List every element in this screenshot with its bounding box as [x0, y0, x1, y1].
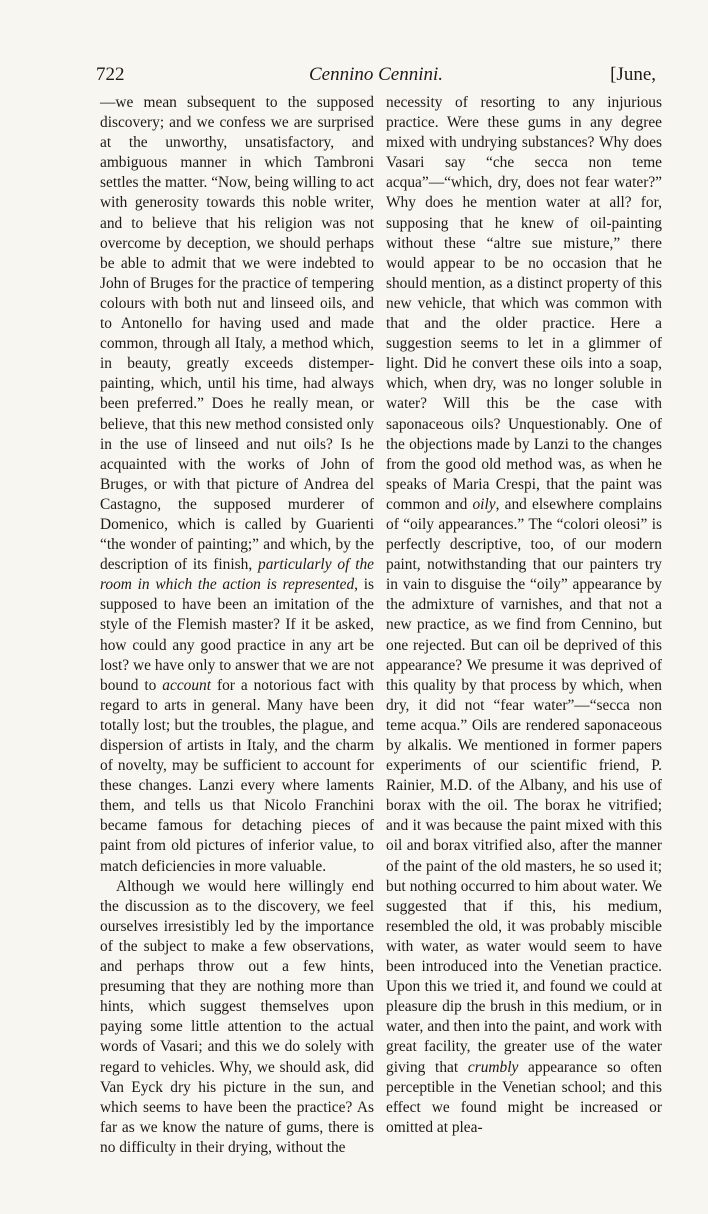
- running-title: Cennino Cennini.: [308, 64, 444, 85]
- page-header: [96, 64, 656, 92]
- paragraph: necessity of resorting to any injurious practice. Were these gums in any degree mixed with undrying substances? Why does Vasari say “che secca non teme acqua”—“which, dry, does not fear water?” Why does he mention water at all? for, supposing that he knew of oil-painting without these “altre sue misture,” there would appear to be no occasion that he should mention, as a distinct property of this new vehicle, that which was common with that and the older practice. Here a suggestion seems to let in a glimmer of light. Did he convert these oils into a soap, which, when dry, was no longer soluble in water? Will this be the case with saponaceous oils? Unquestionably. One of the objections made by Lanzi to the changes from the good old method was, as when he speaks of Maria Crespi, that the paint was common and oily, and elsewhere complains of “oily appearances.” The “colori oleosi” is perfectly descriptive, too, of our modern paint, notwithstanding that our painters try in vain to disguise the “oily” appearance by the admixture of varnishes, and that not a new practice, as we find from Cennino, but one rejected. But can oil be deprived of this appearance? We presume it was deprived of this quality by that process by which, when dry, it did not “fear water”—“secca non teme acqua.” Oils are rendered saponaceous by alkalis. We mentioned in former papers experiments of our scientific friend, P. Rainier, M.D. of the Albany, and his use of borax with the oil. The borax he vitrified; and it was because the paint mixed with this oil and borax vitrified also, after the manner of the paint of the old masters, he so used it; but nothing occurred to him about water. We suggested that if this, his medium, resembled the old, it was probably miscible with water, as water would seem to have been introduced into the Venetian practice. Upon this we tried it, and found we could at pleasure dip the brush in this medium, or in water, and then into the paint, and work with great facility, the greater use of the water giving that crumbly appearance so often perceptible in the Venetian school; and this effect we found might be increased or omitted at plea-: [386, 94, 662, 1136]
- emphasis: account: [162, 676, 212, 694]
- emphasis: oily: [472, 495, 496, 513]
- right-column: [386, 93, 662, 1138]
- issue-month: [June,: [610, 64, 656, 85]
- emphasis: crumbly: [467, 1058, 519, 1076]
- paragraph: Although we would here willingly end the discussion as to the discovery, we feel ourselves irresistibly led by the importance of the subject to make a few observations, and perhaps throw out a few hints, presuming that they are nothing more than hints, which suggest themselves upon paying some little attention to the actual words of Vasari; and this we do solely with regard to vehicles. Why, we should ask, did Van Eyck dry his picture in the sun, and which seems to have been the practice? As far as we know the nature of gums, there is no difficulty in their drying, without the: [100, 877, 374, 1156]
- left-column: [100, 93, 374, 1158]
- page-number: 722: [96, 64, 125, 85]
- paragraph: —we mean subsequent to the supposed discovery; and we confess we are surprised at the unworthy, unsatisfactory, and ambiguous manner in which Tambroni settles the matter. “Now, being willing to act with generosity towards this noble writer, and to believe that his religion was not overcome by deception, we should perhaps be able to admit that we were indebted to John of Bruges for the practice of tempering colours with both nut and linseed oils, and to Antonello for having used and made common, through all Italy, a method which, in beauty, greatly exceeds distemper-painting, which, until his time, had always been preferred.” Does he really mean, or believe, that this new method consisted only in the use of linseed and nut oils? Is he acquainted with the works of John of Bruges, or with that picture of Andrea del Castagno, the supposed murderer of Domenico, which is called by Guarienti “the wonder of painting;” and which, by the description of its finish, particularly of the room in which the action is represented, is supposed to have been an imitation of the style of the Flemish master? If it be asked, how could any good practice in any art be lost? we have only to answer that we are not bound to account for a notorious fact with regard to arts in general. Many have been totally lost; but the troubles, the plague, and dispersion of artists in Italy, and the charm of novelty, may be sufficient to account for these changes. Lanzi every where laments them, and tells us that Nicolo Franchini became famous for detaching pieces of paint from old pictures of inferior value, to match deficiencies in more valuable.: [100, 94, 374, 875]
- emphasis: particularly of the room in which the action is represented: [100, 556, 374, 594]
